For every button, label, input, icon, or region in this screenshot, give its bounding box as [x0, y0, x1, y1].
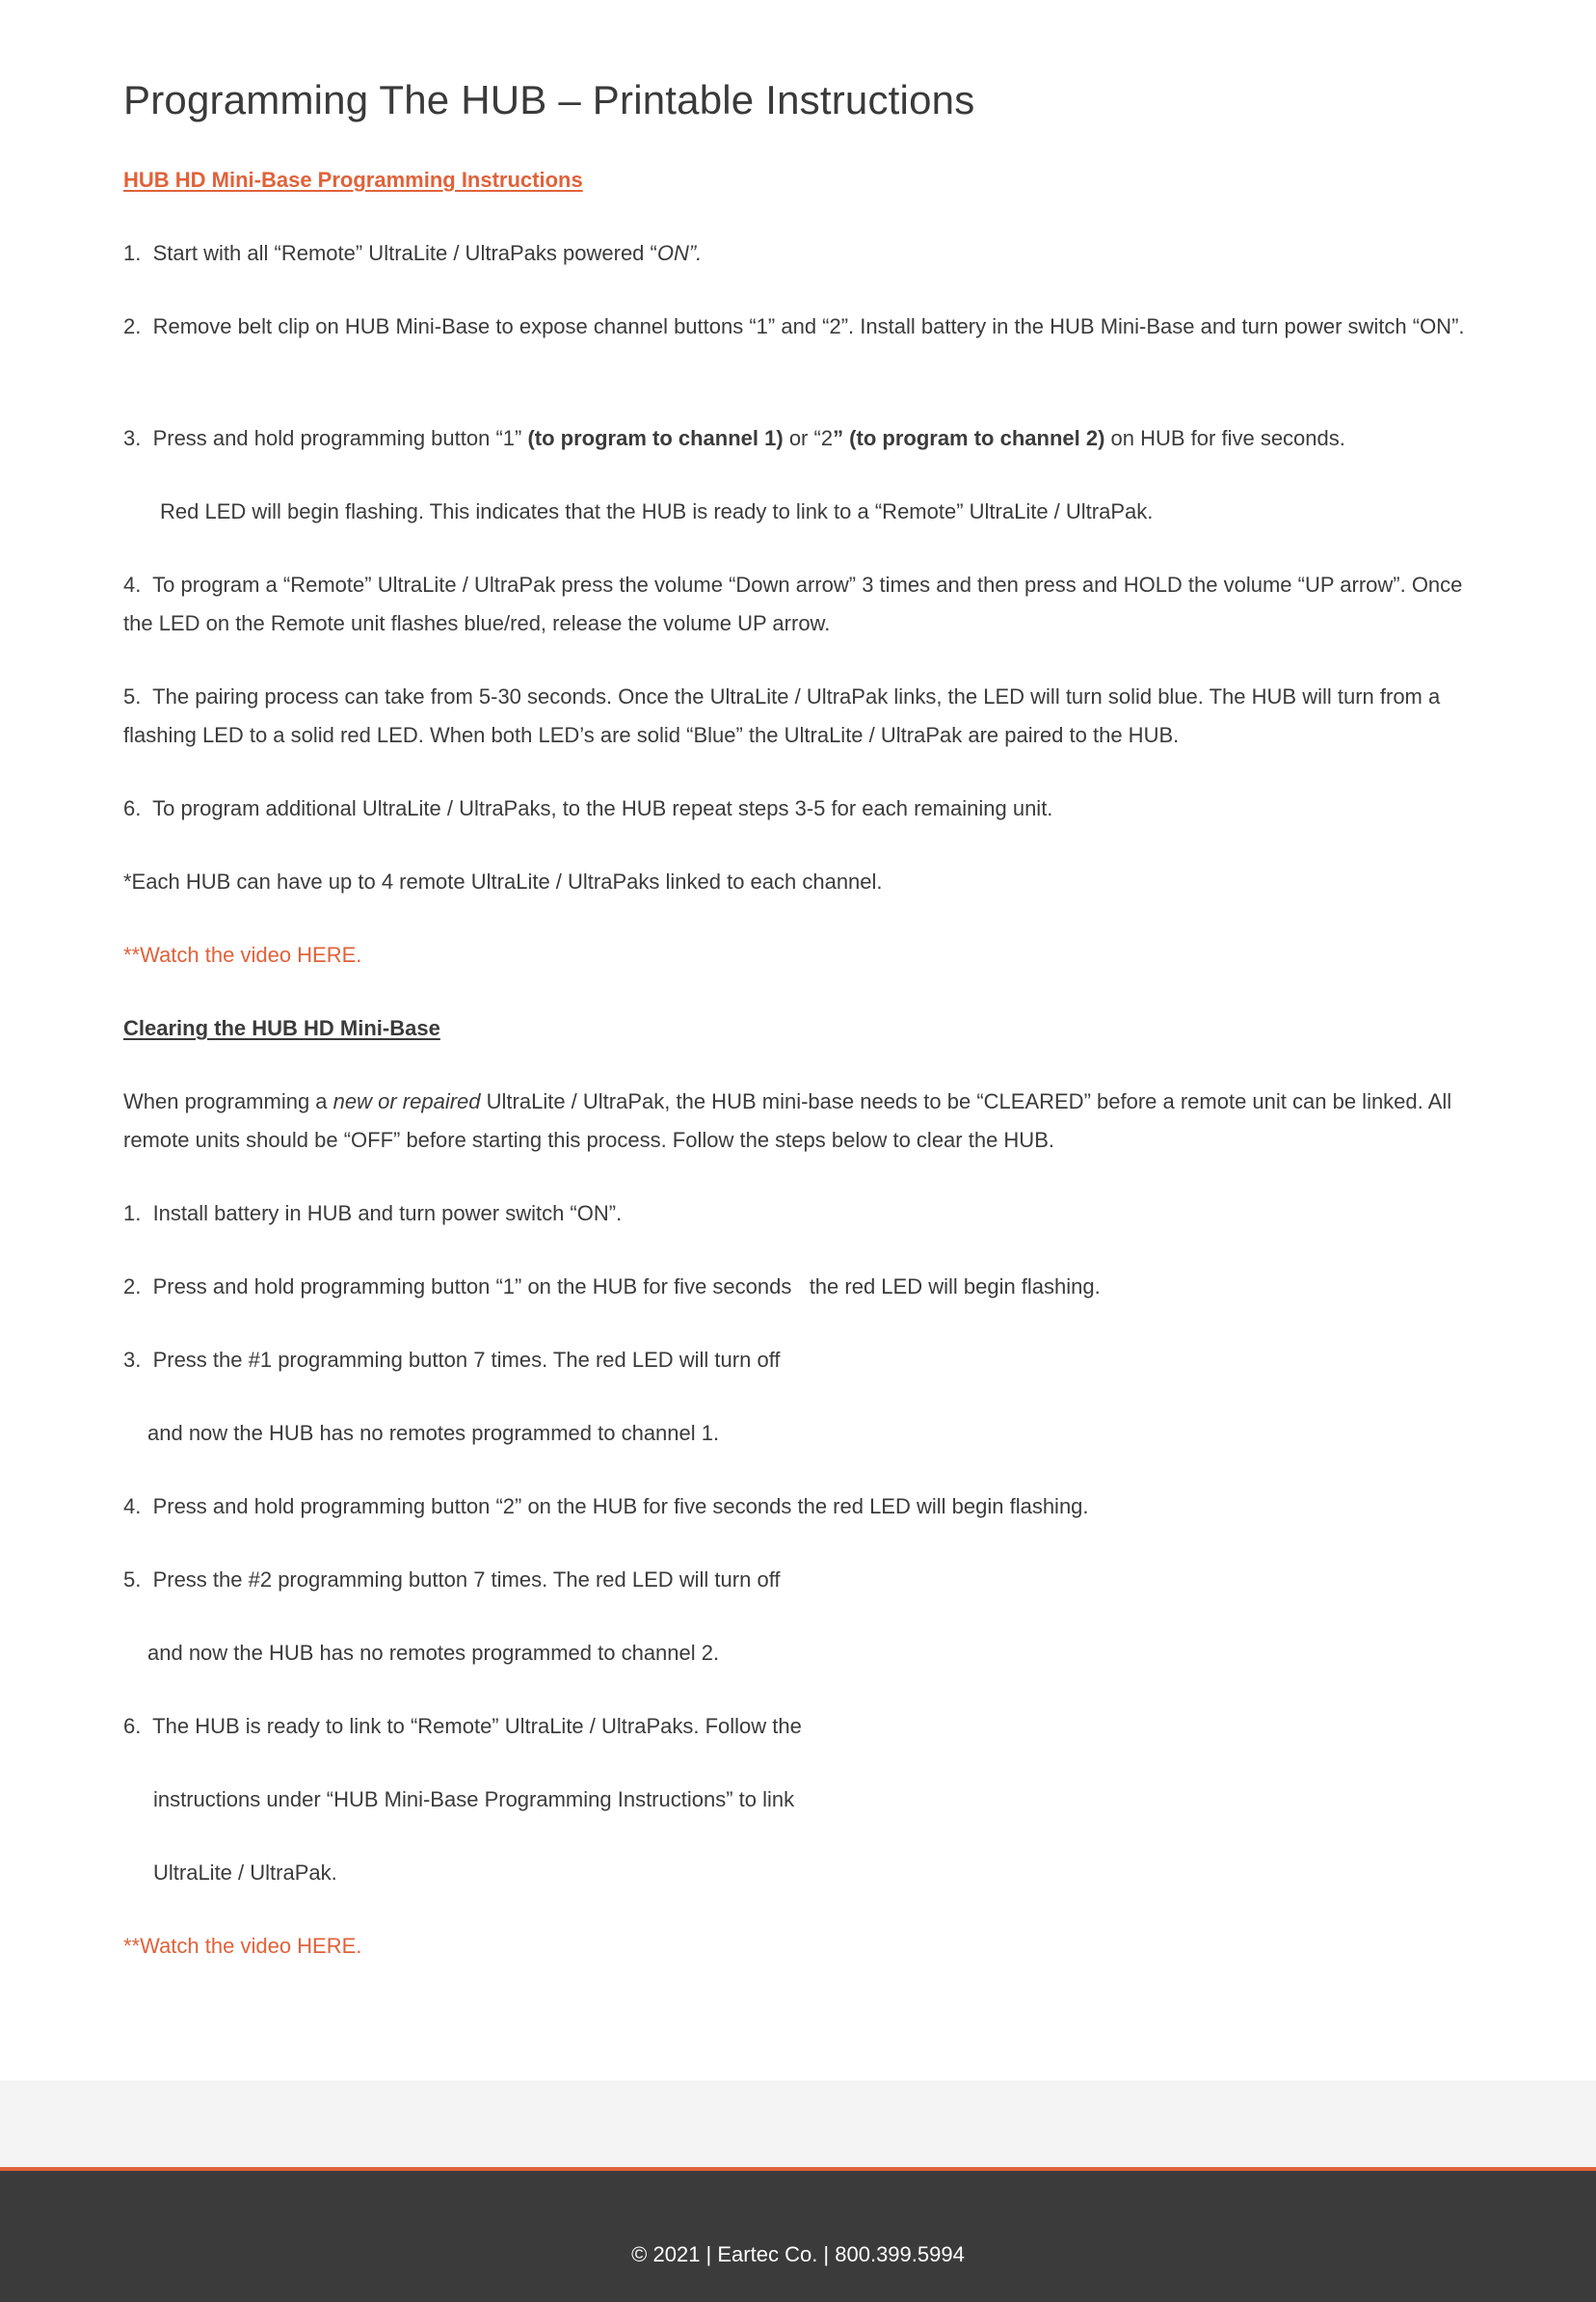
footer-copyright: © 2021 | Eartec Co. | 800.399.5994 — [631, 2242, 965, 2266]
programming-step-3: 3. Press and hold programming button “1” (to program to channel 1) or “2” (to program to channel 2) on HUB for five seconds. — [123, 426, 1345, 450]
programming-instructions-link[interactable]: HUB HD Mini-Base Programming Instructions — [123, 168, 583, 192]
clearing-video-link[interactable]: **Watch the video HERE. — [123, 1934, 362, 1958]
clearing-intro: When programming a new or repaired UltraLite / UltraPak, the HUB mini-base needs to be “CLEARED” before a remote unit can be linked. All remote units should be “OFF” before starting this process. Follow the steps below to clear the HUB. — [123, 1089, 1452, 1152]
clearing-step-6-continued-2: UltraLite / UltraPak. — [153, 1860, 337, 1885]
footer — [0, 2167, 1596, 2302]
clearing-step-6: 6. The HUB is ready to link to “Remote” UltraLite / UltraPaks. Follow the — [123, 1714, 802, 1738]
programming-step-1: 1. Start with all “Remote” UltraLite / UltraPaks powered “ON”. — [123, 241, 703, 265]
clearing-step-3: 3. Press the #1 programming button 7 times. The red LED will turn off — [123, 1348, 781, 1372]
clearing-step-3-continued: and now the HUB has no remotes programmed to channel 1. — [147, 1421, 720, 1445]
clearing-step-5: 5. Press the #2 programming button 7 times. The red LED will turn off — [123, 1567, 781, 1592]
programming-note: *Each HUB can have up to 4 remote UltraLite / UltraPaks linked to each channel. — [123, 870, 883, 894]
clearing-step-5-continued: and now the HUB has no remotes programmed to channel 2. — [147, 1641, 720, 1665]
clearing-step-6-continued-1: instructions under “HUB Mini-Base Programming Instructions” to link — [153, 1787, 795, 1811]
programming-video-line — [123, 936, 361, 975]
clearing-heading-line — [123, 1009, 440, 1048]
programming-step-6: 6. To program additional UltraLite / UltraPaks, to the HUB repeat steps 3-5 for each remaining unit. — [123, 796, 1053, 820]
page-title: Programming The HUB – Printable Instructions — [123, 77, 975, 122]
clearing-video-line — [123, 1927, 361, 1966]
footer-spacer-band — [0, 2080, 1596, 2167]
programming-step-2: 2. Remove belt clip on HUB Mini-Base to expose channel buttons “1” and “2”. Install battery in the HUB Mini-Base and turn power switch “ON”. — [123, 314, 1465, 338]
programming-step-5: 5. The pairing process can take from 5-30 seconds. Once the UltraLite / UltraPak links, the LED will turn solid blue. The HUB will turn from a flashing LED to a solid red LED. When both LED’s are solid “Blue” the UltraLite / UltraPak are paired to the HUB. — [123, 684, 1441, 747]
programming-step-3-note: Red LED will begin flashing. This indicates that the HUB is ready to link to a “Remote” UltraLite / UltraPak. — [160, 499, 1154, 523]
clearing-step-4: 4. Press and hold programming button “2” on the HUB for five seconds the red LED will begin flashing. — [123, 1494, 1089, 1518]
programming-heading-line — [123, 161, 583, 200]
programming-step-4: 4. To program a “Remote” UltraLite / UltraPak press the volume “Down arrow” 3 times and then press and HOLD the volume “UP arrow”. Once the LED on the Remote unit flashes blue/red, release the volume UP arrow. — [123, 573, 1463, 635]
clearing-step-2: 2. Press and hold programming button “1” on the HUB for five seconds the red LED will begin flashing. — [123, 1274, 1101, 1298]
programming-video-link[interactable]: **Watch the video HERE. — [123, 943, 362, 967]
clearing-heading: Clearing the HUB HD Mini-Base — [123, 1016, 440, 1040]
clearing-step-1: 1. Install battery in HUB and turn power switch “ON”. — [123, 1201, 623, 1225]
